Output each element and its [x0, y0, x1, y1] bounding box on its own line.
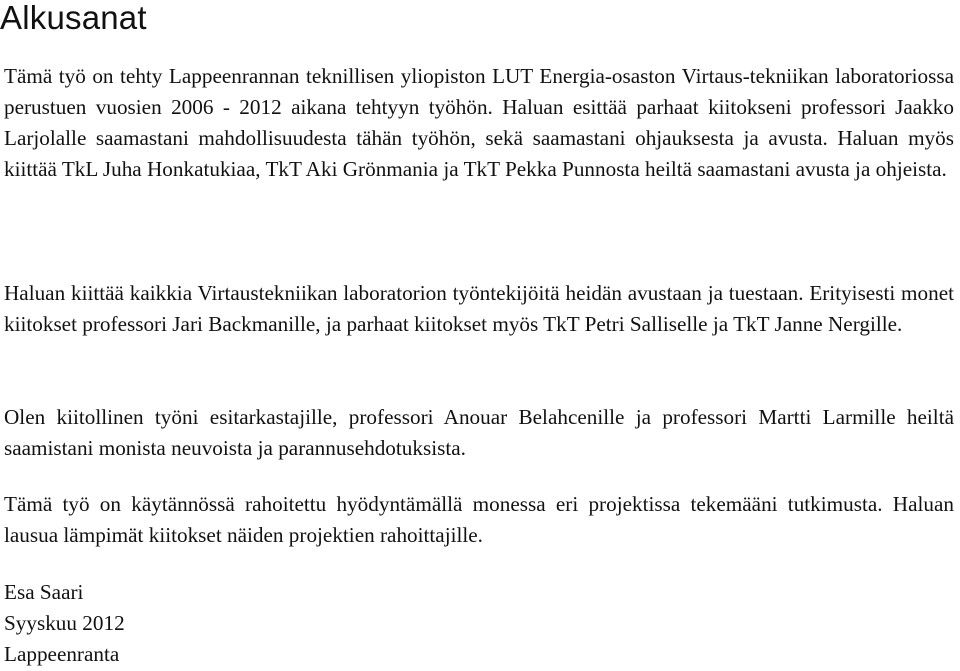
paragraph-acknowledgement-supervisors: Tämä työ on tehty Lappeenrannan teknillisen yliopiston LUT Energia-osaston Virtaus-tekniikan laboratoriossa perustuen vuosien 2006 - 2012 aikana tehtyyn työhön. Haluan esittää parhaat kiitokseni professori Jaakko Larjolalle saamastani mahdollisuudesta tähän työhön, sekä saamastani ohjauksesta ja avusta. Haluan myös kiittää TkL Juha Honkatukiaa, TkT Aki Grönmania ja TkT Pekka Punnosta heiltä saamastani avusta ja ohjeista. [4, 64, 954, 181]
signature-date: Syyskuu 2012 [4, 611, 125, 635]
signature-place: Lappeenranta [4, 642, 120, 666]
signature-name: Esa Saari [4, 580, 84, 604]
paragraph-acknowledgement-funders: Tämä työ on käytännössä rahoitettu hyödyntämällä monessa eri projektissa tekemääni tutkimusta. Haluan lausua lämpimät kiitokset näiden projektien rahoittajille. [4, 492, 954, 547]
page-title: Alkusanat [0, 0, 147, 36]
paragraph-acknowledgement-laboratory: Haluan kiittää kaikkia Virtaustekniikan laboratorion työntekijöitä heidän avustaan ja tuestaan. Erityisesti monet kiitokset professori Jari Backmanille, ja parhaat kiitokset myös TkT Petri Salliselle ja TkT Janne Nergille. [4, 281, 954, 336]
signature-block [4, 577, 125, 670]
paragraph-acknowledgement-reviewers: Olen kiitollinen työni esitarkastajille, professori Anouar Belahcenille ja professori Martti Larmille heiltä saamistani monista neuvoista ja parannusehdotuksista. [4, 405, 954, 460]
